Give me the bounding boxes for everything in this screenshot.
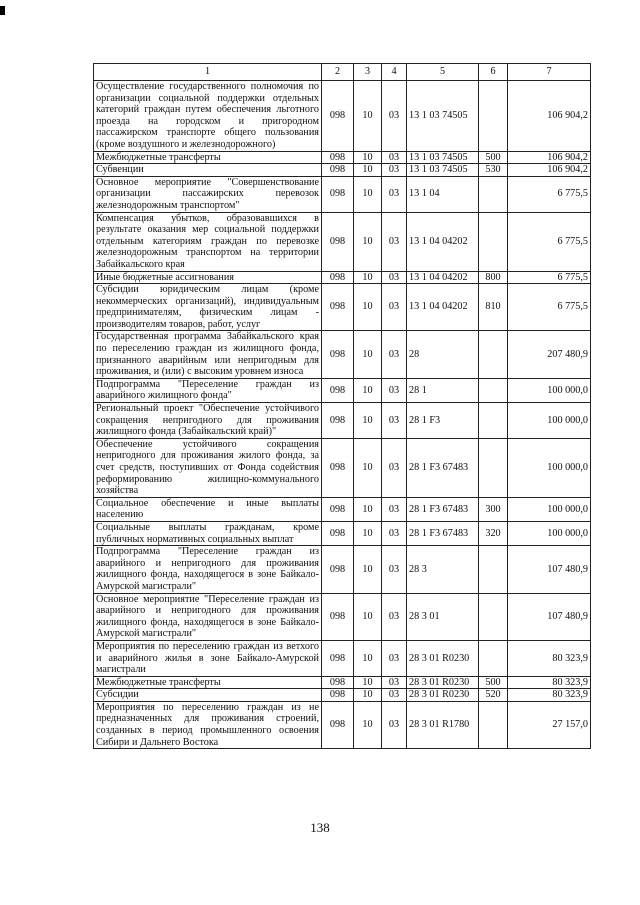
target-article-cell: 28 3 01 R0230 [407,676,479,689]
section-cell: 10 [354,81,382,152]
target-article-cell: 13 1 04 04202 [407,271,479,284]
scan-corner-mark [0,6,5,15]
section-cell: 10 [354,151,382,164]
amount-cell: 100 000,0 [508,438,591,497]
table-row [94,331,591,378]
ministry-code-cell: 098 [322,212,354,271]
subsection-cell: 03 [382,497,407,521]
subsection-cell: 03 [382,438,407,497]
ministry-code-cell: 098 [322,497,354,521]
header-col-5: 5 [407,64,479,81]
table-row [94,164,591,177]
target-article-cell: 28 1 F3 67483 [407,497,479,521]
expense-type-cell: 300 [479,497,508,521]
subsection-cell: 03 [382,81,407,152]
amount-cell: 80 323,9 [508,640,591,676]
target-article-cell: 28 1 [407,378,479,402]
target-article-cell: 13 1 04 04202 [407,284,479,331]
subsection-cell: 03 [382,546,407,593]
expense-type-cell: 800 [479,271,508,284]
expense-type-cell [479,640,508,676]
header-row [94,64,591,81]
target-article-cell: 28 1 F3 67483 [407,521,479,545]
subsection-cell: 03 [382,403,407,439]
expense-type-cell [479,212,508,271]
table-row [94,640,591,676]
amount-cell: 107 480,9 [508,593,591,640]
row-name-cell: Основное мероприятие "Совершенствование организации пассажирских перевозок железнодорожным транспортом" [94,176,322,212]
target-article-cell: 28 [407,331,479,378]
amount-cell: 100 000,0 [508,378,591,402]
row-name-cell: Субсидии [94,689,322,702]
header-col-3: 3 [354,64,382,81]
subsection-cell: 03 [382,701,407,748]
row-name-cell: Социальное обеспечение и иные выплаты населению [94,497,322,521]
ministry-code-cell: 098 [322,151,354,164]
amount-cell: 27 157,0 [508,701,591,748]
amount-cell: 80 323,9 [508,676,591,689]
row-name-cell: Иные бюджетные ассигнования [94,271,322,284]
ministry-code-cell: 098 [322,438,354,497]
expense-type-cell [479,701,508,748]
table-row [94,284,591,331]
row-name-cell: Обеспечение устойчивого сокращения непригодного для проживания жилого фонда, за счет средств, поступивших от Фонда содействия реформированию жилищно-коммунального хозяйства [94,438,322,497]
amount-cell: 107 480,9 [508,546,591,593]
table-row [94,676,591,689]
row-name-cell: Основное мероприятие "Переселение граждан из аварийного и непригодного для проживания жилищного фонда, находящегося в зоне Байкало-Амурской магистрали" [94,593,322,640]
target-article-cell: 13 1 03 74505 [407,151,479,164]
subsection-cell: 03 [382,151,407,164]
table-row [94,689,591,702]
amount-cell: 100 000,0 [508,497,591,521]
section-cell: 10 [354,284,382,331]
expense-type-cell: 500 [479,151,508,164]
section-cell: 10 [354,438,382,497]
page-number: 138 [310,820,330,835]
section-cell: 10 [354,378,382,402]
expense-type-cell: 520 [479,689,508,702]
ministry-code-cell: 098 [322,403,354,439]
ministry-code-cell: 098 [322,640,354,676]
section-cell: 10 [354,546,382,593]
table-row [94,438,591,497]
amount-cell: 80 323,9 [508,689,591,702]
ministry-code-cell: 098 [322,593,354,640]
subsection-cell: 03 [382,212,407,271]
section-cell: 10 [354,403,382,439]
table-row [94,403,591,439]
subsection-cell: 03 [382,271,407,284]
header-col-1: 1 [94,64,322,81]
section-cell: 10 [354,701,382,748]
row-name-cell: Мероприятия по переселению граждан из ветхого и аварийного жилья в зоне Байкало-Амурской магистрали [94,640,322,676]
row-name-cell: Региональный проект "Обеспечение устойчивого сокращения непригодного для проживания жилищного фонда (Забайкальский край)" [94,403,322,439]
amount-cell: 106 904,2 [508,151,591,164]
subsection-cell: 03 [382,593,407,640]
ministry-code-cell: 098 [322,378,354,402]
row-name-cell: Межбюджетные трансферты [94,676,322,689]
section-cell: 10 [354,593,382,640]
amount-cell: 6 775,5 [508,271,591,284]
table-body [94,81,591,749]
expense-type-cell: 320 [479,521,508,545]
expense-type-cell [479,331,508,378]
ministry-code-cell: 098 [322,164,354,177]
ministry-code-cell: 098 [322,81,354,152]
table-row [94,271,591,284]
table-row [94,81,591,152]
target-article-cell: 13 1 04 [407,176,479,212]
ministry-code-cell: 098 [322,546,354,593]
section-cell: 10 [354,212,382,271]
ministry-code-cell: 098 [322,521,354,545]
table-row [94,378,591,402]
target-article-cell: 13 1 03 74505 [407,164,479,177]
table-row [94,176,591,212]
ministry-code-cell: 098 [322,676,354,689]
section-cell: 10 [354,497,382,521]
expense-type-cell [479,403,508,439]
subsection-cell: 03 [382,378,407,402]
expense-type-cell: 530 [479,164,508,177]
subsection-cell: 03 [382,164,407,177]
subsection-cell: 03 [382,284,407,331]
table-row [94,593,591,640]
budget-table [93,63,591,749]
ministry-code-cell: 098 [322,331,354,378]
row-name-cell: Подпрограмма "Переселение граждан из аварийного жилищного фонда" [94,378,322,402]
subsection-cell: 03 [382,331,407,378]
section-cell: 10 [354,676,382,689]
target-article-cell: 28 1 F3 67483 [407,438,479,497]
expense-type-cell: 810 [479,284,508,331]
amount-cell: 207 480,9 [508,331,591,378]
section-cell: 10 [354,521,382,545]
subsection-cell: 03 [382,689,407,702]
expense-type-cell [479,378,508,402]
ministry-code-cell: 098 [322,271,354,284]
table-row [94,151,591,164]
section-cell: 10 [354,176,382,212]
row-name-cell: Мероприятия по переселению граждан из не предназначенных для проживания строений, созданных в период промышленного освоения Сибири и Дальнего Востока [94,701,322,748]
row-name-cell: Межбюджетные трансферты [94,151,322,164]
ministry-code-cell: 098 [322,284,354,331]
target-article-cell: 28 3 01 R1780 [407,701,479,748]
amount-cell: 100 000,0 [508,521,591,545]
row-name-cell: Подпрограмма "Переселение граждан из аварийного и непригодного для проживания жилищного фонда, находящегося в зоне Байкало-Амурской магистрали" [94,546,322,593]
ministry-code-cell: 098 [322,701,354,748]
target-article-cell: 28 3 [407,546,479,593]
table-row [94,546,591,593]
table-row [94,701,591,748]
expense-type-cell [479,546,508,593]
target-article-cell: 28 3 01 R0230 [407,689,479,702]
subsection-cell: 03 [382,176,407,212]
table-row [94,497,591,521]
subsection-cell: 03 [382,521,407,545]
table-row [94,521,591,545]
expense-type-cell [479,81,508,152]
table-row [94,212,591,271]
row-name-cell: Государственная программа Забайкальского края по переселению граждан из жилищного фонда, признанного аварийным или непригодным для проживания, и (или) с высоким уровнем износа [94,331,322,378]
target-article-cell: 28 1 F3 [407,403,479,439]
row-name-cell: Осуществление государственного полномочия по организации социальной поддержки отдельных категорий граждан путем обеспечения льготного проезда на городском и пригородном пассажирском транспорте общего пользования (кроме воздушного и железнодорожного) [94,81,322,152]
amount-cell: 100 000,0 [508,403,591,439]
target-article-cell: 28 3 01 R0230 [407,640,479,676]
subsection-cell: 03 [382,640,407,676]
section-cell: 10 [354,331,382,378]
header-col-7: 7 [508,64,591,81]
target-article-cell: 28 3 01 [407,593,479,640]
expense-type-cell [479,593,508,640]
section-cell: 10 [354,689,382,702]
expense-type-cell: 500 [479,676,508,689]
header-col-2: 2 [322,64,354,81]
row-name-cell: Субсидии юридическим лицам (кроме некоммерческих организаций), индивидуальным предпринимателям, физическим лицам - производителям товаров, работ, услуг [94,284,322,331]
section-cell: 10 [354,640,382,676]
row-name-cell: Компенсация убытков, образовавшихся в результате оказания мер социальной поддержки отдельным категориям граждан по перевозке железнодорожным транспортом на территории Забайкальского края [94,212,322,271]
amount-cell: 6 775,5 [508,176,591,212]
ministry-code-cell: 098 [322,689,354,702]
amount-cell: 106 904,2 [508,81,591,152]
expense-type-cell [479,176,508,212]
expense-type-cell [479,438,508,497]
amount-cell: 106 904,2 [508,164,591,177]
target-article-cell: 13 1 04 04202 [407,212,479,271]
amount-cell: 6 775,5 [508,284,591,331]
subsection-cell: 03 [382,676,407,689]
section-cell: 10 [354,271,382,284]
target-article-cell: 13 1 03 74505 [407,81,479,152]
row-name-cell: Социальные выплаты гражданам, кроме публичных нормативных социальных выплат [94,521,322,545]
amount-cell: 6 775,5 [508,212,591,271]
header-col-4: 4 [382,64,407,81]
ministry-code-cell: 098 [322,176,354,212]
row-name-cell: Субвенции [94,164,322,177]
section-cell: 10 [354,164,382,177]
header-col-6: 6 [479,64,508,81]
